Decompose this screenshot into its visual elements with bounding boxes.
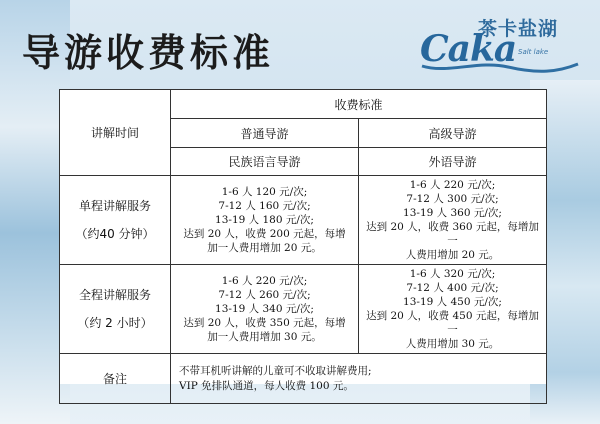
table-row [60, 265, 547, 354]
price-line: 加一人费用增加 20 元。 [207, 242, 322, 254]
service-name: 全程讲解服务 [78, 288, 151, 302]
normal-price-cell [171, 265, 359, 354]
price-line: 1-6 人 220 元/次; [221, 275, 308, 287]
service-name: 单程讲解服务 [78, 199, 151, 213]
price-line: 1-6 人 220 元/次; [409, 179, 496, 191]
price-line: 人费用增加 20 元。 [405, 249, 500, 261]
senior-price-cell [359, 176, 547, 265]
price-line: 7-12 人 400 元/次; [406, 282, 499, 294]
price-line: 13-19 人 360 元/次; [403, 207, 502, 219]
row-label [60, 265, 171, 354]
service-duration: （约40 分钟） [75, 227, 155, 241]
fee-table [59, 89, 546, 392]
price-line: 7-12 人 160 元/次; [218, 200, 311, 212]
normal-price-cell [171, 176, 359, 265]
logo-en-text: Caka [420, 28, 517, 70]
price-line: 达到 20 人，收费 350 元起，每增 [183, 317, 346, 329]
senior-price-cell [359, 265, 547, 354]
remark-line: 不带耳机听讲解的儿童可不收取讲解费用; [179, 364, 372, 377]
header-time: 讲解时间 [60, 90, 171, 176]
price-line: 加一人费用增加 30 元。 [207, 331, 322, 343]
logo-wave-icon [418, 58, 583, 76]
header-normal-guide: 普通导游 [171, 119, 359, 148]
remark-line: VIP 免排队通道，每人收费 100 元。 [179, 379, 354, 392]
price-line: 达到 20 人，收费 450 元起，每增加一 [366, 310, 539, 336]
table-row [60, 354, 547, 404]
header-senior-guide: 高级导游 [359, 119, 547, 148]
price-line: 1-6 人 320 元/次; [409, 268, 496, 280]
table-row [60, 176, 547, 265]
price-line: 7-12 人 300 元/次; [406, 193, 499, 205]
price-line: 13-19 人 340 元/次; [215, 303, 314, 315]
header-fee: 收费标准 [171, 90, 547, 119]
logo-cn-text: 茶卡盐湖 [478, 18, 559, 40]
page-title: 导游收费标准 [22, 31, 275, 75]
price-line: 13-19 人 180 元/次; [215, 214, 314, 226]
price-line: 达到 20 人，收费 360 元起，每增加一 [366, 221, 539, 247]
row-label [60, 176, 171, 265]
service-duration: （约 2 小时） [77, 316, 153, 330]
header-foreign-guide: 外语导游 [359, 148, 547, 176]
price-line: 1-6 人 120 元/次; [221, 186, 308, 198]
remark-cell [171, 354, 547, 404]
header-ethnic-guide: 民族语言导游 [171, 148, 359, 176]
price-line: 13-19 人 450 元/次; [403, 296, 502, 308]
price-line: 人费用增加 30 元。 [405, 338, 500, 350]
remark-label: 备注 [60, 354, 171, 404]
price-line: 达到 20 人，收费 200 元起，每增 [183, 228, 346, 240]
caka-logo [418, 14, 583, 76]
price-line: 7-12 人 260 元/次; [218, 289, 311, 301]
logo-sub-text: Salt lake [518, 48, 549, 56]
